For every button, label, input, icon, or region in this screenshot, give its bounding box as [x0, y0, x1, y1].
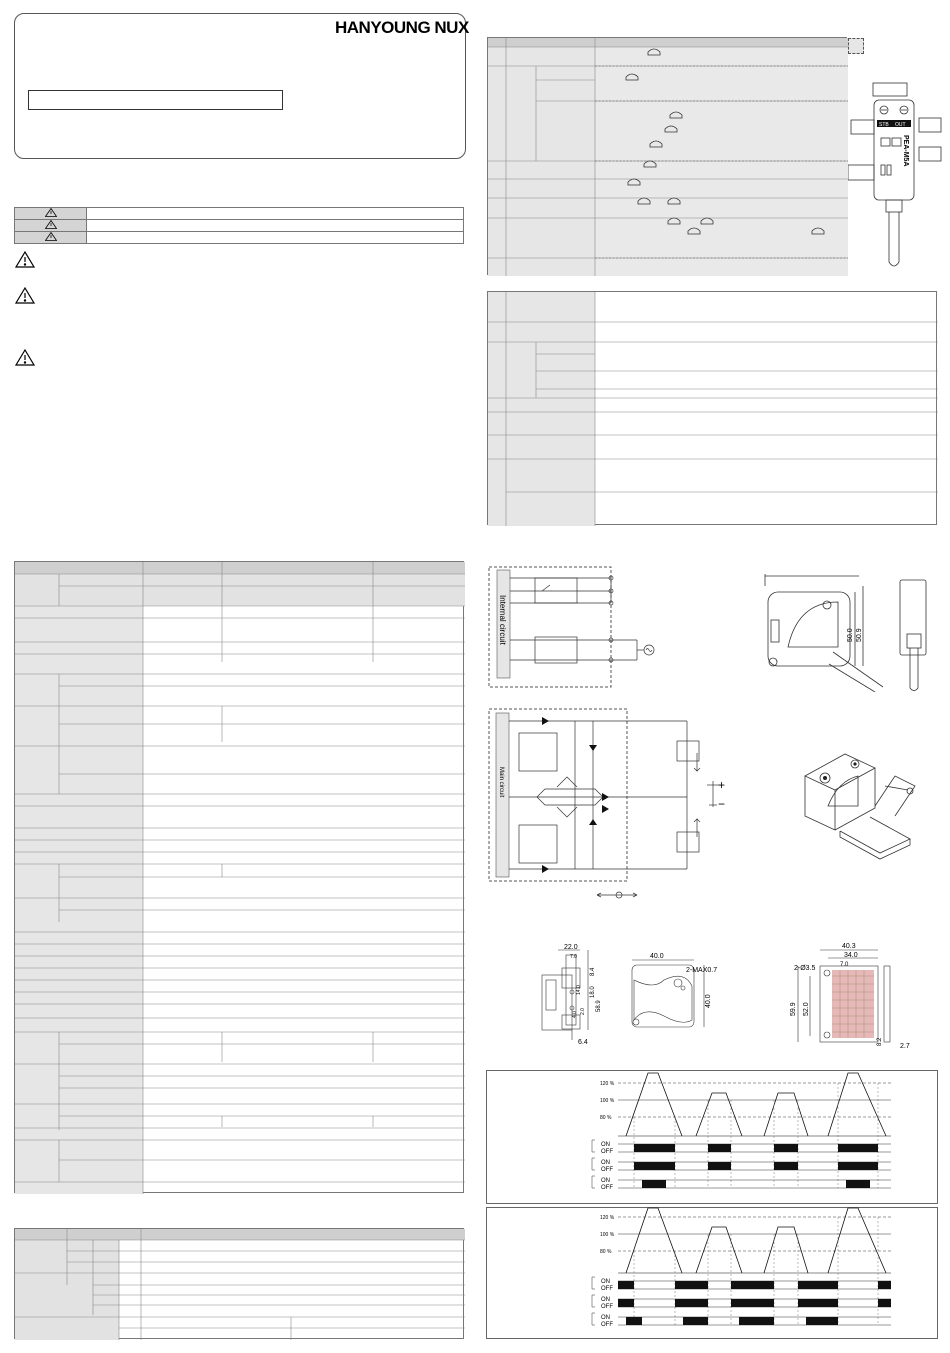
side-height-a: 50.0: [847, 628, 854, 642]
dim-height-b: 18.0: [590, 986, 596, 998]
dim-height-a: 8.4: [590, 967, 596, 976]
dim-inner-top: 7.0: [570, 954, 577, 960]
dim-reflector-inner: 34.0: [844, 952, 858, 959]
state-off: OFF: [601, 1185, 613, 1191]
plus-sign: +: [718, 778, 726, 792]
reflector-prism-area: [832, 970, 874, 1038]
dim-reflector-offset: 7.0: [840, 962, 849, 968]
level-80: 80 %: [600, 1249, 612, 1255]
dim-front-width: 22.0: [564, 944, 578, 951]
warning-icon: [15, 208, 87, 220]
dim-side-b: 4.0: [572, 1011, 578, 1018]
sensor-front-view: [848, 80, 948, 275]
brand-logo: HANYOUNG NUX: [335, 18, 469, 37]
dim-base: 6.4: [578, 1039, 588, 1046]
state-off: OFF: [601, 1149, 613, 1155]
dim-reflector-width: 40.3: [842, 943, 856, 950]
dim-reflector-hole: 2-Ø3.5: [794, 965, 816, 972]
warning-icon: [16, 252, 34, 267]
model-name-box: [28, 90, 283, 110]
dim-mount-height: 40.0: [705, 994, 712, 1008]
sensor-bracket-isometric: [790, 746, 920, 871]
danger-icon: [16, 350, 34, 365]
dim-reflector-height: 59.9: [790, 1002, 797, 1016]
state-on: ON: [601, 1297, 610, 1303]
settings-table: [487, 291, 937, 525]
internal-circuit-label: Internal circuit: [498, 595, 507, 645]
level-80: 80 %: [600, 1115, 612, 1121]
warning-triangles: [14, 250, 36, 370]
dim-reflector-inner-h: 52.0: [803, 1002, 810, 1016]
dim-height-c: 14.0: [576, 985, 582, 995]
output-circuit-diagram: [487, 565, 687, 690]
level-100: 100 %: [600, 1098, 615, 1104]
parts-table: [487, 37, 847, 275]
stb-label: STB: [879, 122, 889, 128]
reflector-drawing: [780, 936, 930, 1051]
state-on: ON: [601, 1315, 610, 1321]
dim-mount-width: 40.0: [650, 953, 664, 960]
main-circuit-diagram: [487, 707, 727, 902]
state-on: ON: [601, 1160, 610, 1166]
side-height-b: 50.9: [856, 628, 863, 642]
warning-legend-table: [14, 207, 464, 244]
dim-mount-holes: 2-MAX0.7: [686, 967, 718, 974]
state-off: OFF: [601, 1322, 613, 1328]
state-on: ON: [601, 1178, 610, 1184]
dimension-drawing: [528, 940, 728, 1050]
out-label: OUT: [895, 122, 906, 128]
state-off: OFF: [601, 1286, 613, 1292]
main-circuit-label: Main circuit: [498, 767, 504, 798]
caution-icon: [16, 288, 34, 303]
sensor-side-view: [763, 572, 938, 692]
dim-height-d: 58.9: [596, 1000, 602, 1012]
state-off: OFF: [601, 1304, 613, 1310]
dim-reflector-depth: 2.7: [900, 1043, 910, 1050]
state-on: ON: [601, 1279, 610, 1285]
minus-sign: −: [718, 797, 726, 811]
spec-table: [14, 561, 464, 1193]
wiring-table: [14, 1228, 464, 1339]
legend-box: [848, 38, 864, 54]
state-off: OFF: [601, 1167, 613, 1173]
dim-side-a: 2.0: [580, 1008, 586, 1015]
level-100: 100 %: [600, 1232, 615, 1238]
level-120: 120 %: [600, 1215, 615, 1221]
timing-chart-2: [586, 1207, 896, 1337]
caution-icon: [15, 220, 87, 232]
model-label: PEA-M5A: [902, 135, 909, 167]
level-120: 120 %: [600, 1081, 615, 1087]
danger-icon: [15, 232, 87, 244]
timing-chart-1: [586, 1070, 896, 1202]
state-on: ON: [601, 1142, 610, 1148]
dim-reflector-thick: 8.2: [877, 1037, 883, 1046]
